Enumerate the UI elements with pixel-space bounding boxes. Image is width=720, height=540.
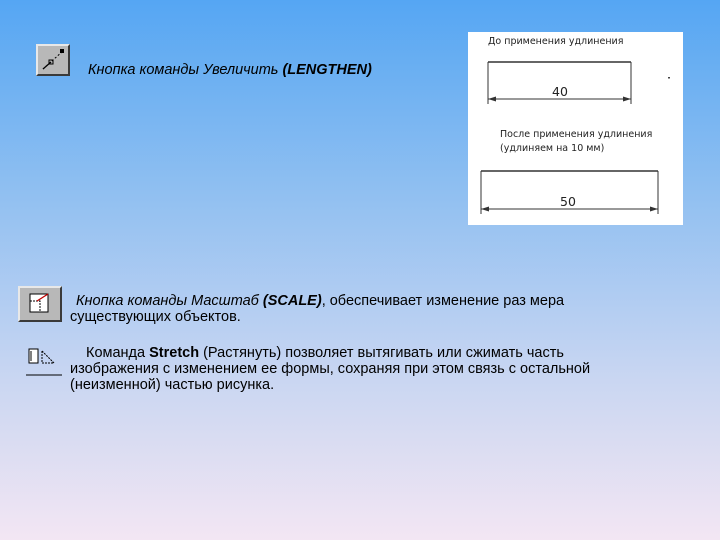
lengthen-command: (LENGTHEN) — [282, 62, 372, 78]
lengthen-prefix: Кнопка команды Увеличить — [88, 62, 283, 78]
lengthen-icon — [38, 46, 68, 74]
scale-rest-line1: , обеспечивает изменение раз мера — [321, 293, 565, 309]
lengthen-description — [88, 62, 372, 78]
before-label: До применения удлинения — [488, 36, 624, 47]
stretch-command: Stretch — [149, 345, 200, 361]
scale-icon — [20, 288, 60, 320]
stretch-button[interactable] — [26, 345, 62, 377]
stretch-line3: (неизменной) частью рисунка. — [70, 377, 275, 393]
scale-line2: существующих объектов. — [70, 309, 241, 325]
stretch-icon — [26, 345, 62, 377]
lengthen-button[interactable] — [36, 44, 70, 76]
scale-command: (SCALE) — [262, 293, 322, 309]
stretch-rest-line1: (Растянуть) позволяет вытягивать или сжимать часть — [199, 345, 564, 361]
after-label-line2: (удлиняем на 10 мм) — [500, 143, 605, 154]
after-dimension-value: 50 — [560, 194, 576, 209]
scale-prefix: Кнопка команды Масштаб — [76, 293, 263, 309]
scale-description — [70, 293, 564, 325]
stretch-line2: изображения с изменением ее формы, сохраняя при этом связь с остальной — [70, 361, 591, 377]
after-label-line1: После применения удлинения — [500, 129, 653, 140]
before-dimension-value: 40 — [552, 84, 568, 99]
lengthen-example-figure — [468, 32, 683, 225]
stretch-description — [70, 345, 590, 393]
stretch-prefix: Команда — [86, 345, 150, 361]
scale-button[interactable] — [18, 286, 62, 322]
